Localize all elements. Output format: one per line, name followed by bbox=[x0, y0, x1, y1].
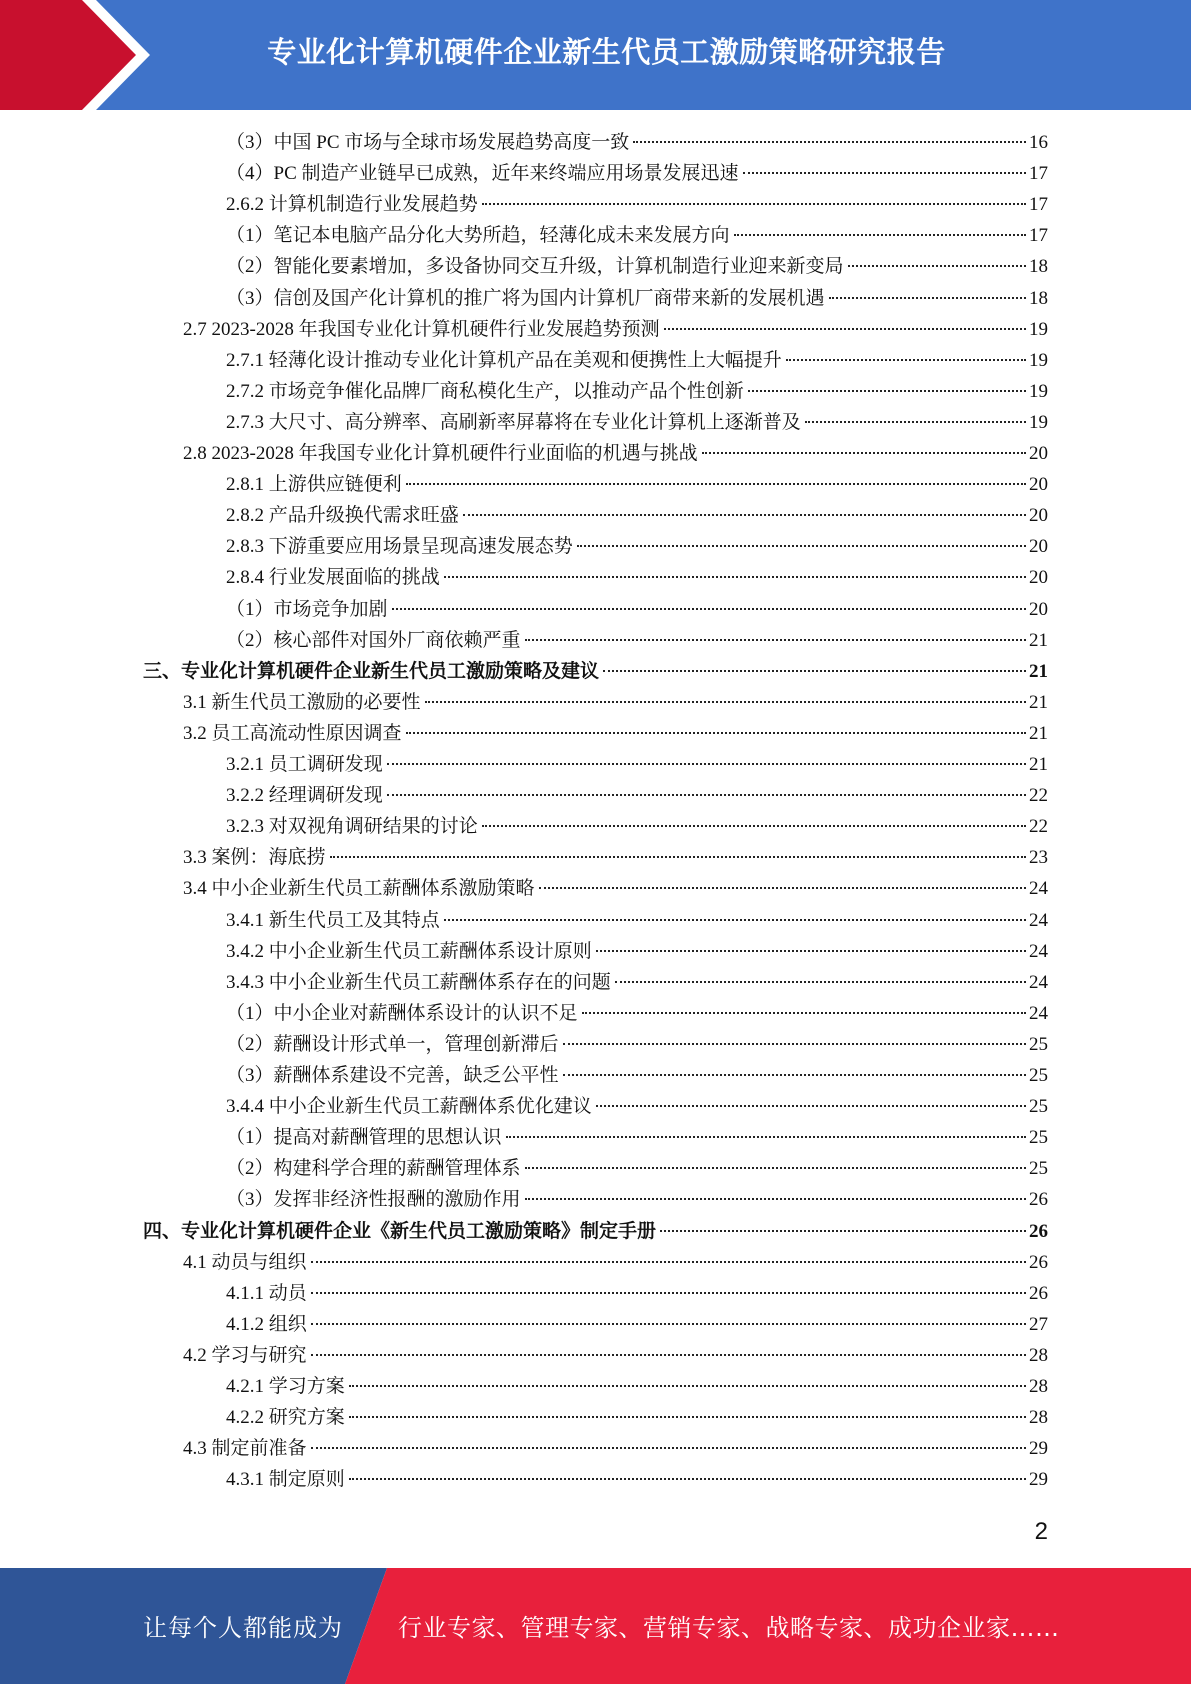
toc-entry-page: 26 bbox=[1029, 1220, 1048, 1242]
toc-entry[interactable] bbox=[226, 376, 1048, 407]
dot-leader bbox=[482, 203, 1026, 205]
toc-entry[interactable] bbox=[143, 1216, 1048, 1247]
toc-entry-title: 3.4.4 中小企业新生代员工薪酬体系优化建议 bbox=[226, 1096, 592, 1118]
dot-leader bbox=[406, 483, 1026, 485]
toc-entry-page: 25 bbox=[1029, 1033, 1048, 1055]
toc-entry-title: （2）智能化要素增加，多设备协同交互升级，计算机制造行业迎来新变局 bbox=[226, 256, 844, 278]
toc-entry-title: 3.2.3 对双视角调研结果的讨论 bbox=[226, 816, 478, 838]
dot-leader bbox=[387, 794, 1026, 796]
toc-entry[interactable] bbox=[226, 594, 1048, 625]
toc-entry-title: 2.7.2 市场竞争催化品牌厂商私模化生产，以推动产品个性创新 bbox=[226, 380, 744, 402]
toc-entry-title: 4.3.1 制定原则 bbox=[226, 1469, 345, 1491]
toc-entry[interactable] bbox=[226, 127, 1048, 158]
toc-entry-page: 17 bbox=[1029, 194, 1048, 216]
toc-entry[interactable] bbox=[183, 438, 1048, 469]
dot-leader bbox=[734, 234, 1026, 236]
dot-leader bbox=[392, 608, 1026, 610]
toc-entry[interactable] bbox=[226, 220, 1048, 251]
toc-entry-page: 26 bbox=[1029, 1189, 1048, 1211]
toc-entry-page: 21 bbox=[1029, 754, 1048, 775]
footer-slogan-left: 让每个人都能成为 bbox=[143, 1614, 343, 1642]
toc-entry-page: 22 bbox=[1029, 816, 1048, 838]
toc-entry-title: （4）PC 制造产业链早已成熟，近年来终端应用场景发展迅速 bbox=[226, 163, 739, 185]
toc-entry-title: 4.2.1 学习方案 bbox=[226, 1376, 345, 1397]
toc-entry[interactable] bbox=[143, 656, 1048, 687]
toc-entry-page: 21 bbox=[1029, 629, 1048, 651]
toc-entry-page: 24 bbox=[1029, 878, 1048, 900]
toc-entry-title: （3）信创及国产化计算机的推广将为国内计算机厂商带来新的发展机遇 bbox=[226, 287, 825, 309]
dot-leader bbox=[444, 919, 1026, 921]
dot-leader bbox=[596, 950, 1026, 952]
toc-entry[interactable] bbox=[226, 407, 1048, 438]
toc-entry[interactable] bbox=[226, 1309, 1048, 1340]
dot-leader bbox=[349, 1416, 1026, 1418]
dot-leader bbox=[805, 421, 1026, 423]
toc-entry-page: 29 bbox=[1029, 1438, 1048, 1460]
toc-entry[interactable] bbox=[226, 345, 1048, 376]
toc-entry-title: 3.2.2 经理调研发现 bbox=[226, 785, 383, 807]
toc-entry-page: 18 bbox=[1029, 256, 1048, 278]
page-number: 2 bbox=[1034, 1518, 1048, 1545]
dot-leader bbox=[577, 545, 1026, 547]
toc-entry[interactable] bbox=[226, 780, 1048, 811]
toc-entry[interactable] bbox=[183, 718, 1048, 749]
toc-entry-title: 3.4.2 中小企业新生代员工薪酬体系设计原则 bbox=[226, 940, 592, 962]
toc-entry[interactable] bbox=[183, 314, 1048, 345]
toc-entry-page: 28 bbox=[1029, 1407, 1048, 1429]
toc-entry-title: （2）薪酬设计形式单一，管理创新滞后 bbox=[226, 1033, 559, 1055]
toc-entry[interactable] bbox=[226, 189, 1048, 220]
toc-entry-title: 4.3 制定前准备 bbox=[183, 1438, 307, 1460]
dot-leader bbox=[829, 297, 1026, 299]
toc-entry[interactable] bbox=[226, 1402, 1048, 1433]
toc-entry-page: 20 bbox=[1029, 536, 1048, 558]
dot-leader bbox=[848, 265, 1026, 267]
toc-entry-title: 三、专业化计算机硬件企业新生代员工激励策略及建议 bbox=[143, 660, 600, 682]
toc-entry[interactable] bbox=[226, 500, 1048, 531]
footer-banner bbox=[0, 1568, 1191, 1684]
toc-entry[interactable] bbox=[183, 1433, 1048, 1464]
toc-entry-title: 2.7 2023-2028 年我国专业化计算机硬件行业发展趋势预测 bbox=[183, 318, 660, 340]
toc-entry-title: 2.8.1 上游供应链便利 bbox=[226, 474, 402, 496]
dot-leader bbox=[664, 328, 1026, 330]
toc-entry-title: 4.1.1 动员 bbox=[226, 1282, 307, 1304]
toc-entry[interactable] bbox=[226, 1153, 1048, 1184]
toc-entry-page: 26 bbox=[1029, 1251, 1048, 1273]
header-banner bbox=[0, 0, 1191, 110]
toc-entry[interactable] bbox=[183, 873, 1048, 904]
toc-entry-title: 4.2.2 研究方案 bbox=[226, 1407, 345, 1429]
toc-entry-page: 25 bbox=[1029, 1065, 1048, 1086]
toc-entry[interactable] bbox=[226, 905, 1048, 936]
toc-entry-page: 19 bbox=[1029, 318, 1048, 340]
toc-entry-title: 2.7.1 轻薄化设计推动专业化计算机产品在美观和便携性上大幅提升 bbox=[226, 349, 782, 371]
toc-entry[interactable] bbox=[226, 749, 1048, 780]
footer-slogan-right: 行业专家、管理专家、营销专家、战略专家、成功企业家…… bbox=[398, 1614, 1060, 1642]
toc-entry-title: 3.2.1 员工调研发现 bbox=[226, 754, 383, 775]
toc-entry[interactable] bbox=[226, 1060, 1048, 1091]
toc-entry-title: （3）发挥非经济性报酬的激励作用 bbox=[226, 1189, 521, 1211]
toc-entry[interactable] bbox=[226, 1371, 1048, 1402]
toc-entry-page: 24 bbox=[1029, 909, 1048, 931]
toc-entry-page: 18 bbox=[1029, 287, 1048, 309]
toc-entry-title: （2）构建科学合理的薪酬管理体系 bbox=[226, 1158, 521, 1180]
dot-leader bbox=[506, 1136, 1026, 1138]
report-title: 专业化计算机硬件企业新生代员工激励策略研究报告 bbox=[267, 35, 946, 69]
toc-entry-page: 26 bbox=[1029, 1282, 1048, 1304]
toc-entry-page: 19 bbox=[1029, 380, 1048, 402]
toc-entry-title: 2.8.3 下游重要应用场景呈现高速发展态势 bbox=[226, 536, 573, 558]
toc-entry-title: 4.1.2 组织 bbox=[226, 1313, 307, 1335]
toc-entry-page: 24 bbox=[1029, 1002, 1048, 1024]
dot-leader bbox=[482, 825, 1026, 827]
toc-entry[interactable] bbox=[226, 1464, 1048, 1495]
toc-entry-page: 21 bbox=[1029, 691, 1048, 713]
dot-leader bbox=[743, 172, 1027, 174]
dot-leader bbox=[615, 981, 1026, 983]
toc-entry-title: 四、专业化计算机硬件企业《新生代员工激励策略》制定手册 bbox=[143, 1220, 657, 1242]
toc-entry-page: 29 bbox=[1029, 1469, 1048, 1491]
toc-entry-page: 20 bbox=[1029, 443, 1048, 464]
toc-entry-title: （2）核心部件对国外厂商依赖严重 bbox=[226, 629, 521, 651]
dot-leader bbox=[311, 1292, 1026, 1294]
toc-entry-page: 24 bbox=[1029, 940, 1048, 962]
dot-leader bbox=[582, 1012, 1026, 1014]
dot-leader bbox=[330, 856, 1026, 858]
dot-leader bbox=[603, 670, 1026, 672]
dot-leader bbox=[596, 1105, 1026, 1107]
dot-leader bbox=[563, 1074, 1026, 1076]
toc-entry[interactable] bbox=[226, 936, 1048, 967]
dot-leader bbox=[525, 639, 1026, 641]
toc-entry-title: （1）中小企业对薪酬体系设计的认识不足 bbox=[226, 1002, 578, 1024]
toc-entry-title: 4.1 动员与组织 bbox=[183, 1251, 307, 1273]
toc-entry[interactable] bbox=[226, 1122, 1048, 1153]
toc-entry-page: 23 bbox=[1029, 847, 1048, 869]
toc-entry[interactable] bbox=[226, 1184, 1048, 1215]
toc-entry-title: 3.1 新生代员工激励的必要性 bbox=[183, 691, 421, 713]
dot-leader bbox=[525, 1198, 1026, 1200]
dot-leader bbox=[702, 452, 1026, 454]
dot-leader bbox=[311, 1323, 1026, 1325]
dot-leader bbox=[406, 732, 1026, 734]
toc-entry[interactable] bbox=[226, 967, 1048, 998]
dot-leader bbox=[311, 1261, 1026, 1263]
dot-leader bbox=[563, 1043, 1026, 1045]
toc-entry[interactable] bbox=[183, 842, 1048, 873]
dot-leader bbox=[748, 390, 1026, 392]
dot-leader bbox=[525, 1167, 1026, 1169]
toc-entry-title: 2.7.3 大尺寸、高分辨率、高刷新率屏幕将在专业化计算机上逐渐普及 bbox=[226, 411, 801, 433]
dot-leader bbox=[444, 576, 1026, 578]
toc-entry-page: 28 bbox=[1029, 1344, 1048, 1366]
toc-entry-page: 19 bbox=[1029, 349, 1048, 371]
toc-entry[interactable] bbox=[183, 1340, 1048, 1371]
toc-entry-page: 20 bbox=[1029, 598, 1048, 620]
toc-entry-page: 17 bbox=[1029, 163, 1048, 185]
toc-entry[interactable] bbox=[226, 811, 1048, 842]
toc-entry-page: 16 bbox=[1029, 132, 1048, 153]
toc-entry-title: 2.8.2 产品升级换代需求旺盛 bbox=[226, 505, 459, 527]
toc-entry-title: 2.6.2 计算机制造行业发展趋势 bbox=[226, 194, 478, 216]
toc-entry-page: 21 bbox=[1029, 722, 1048, 744]
toc-entry-page: 19 bbox=[1029, 411, 1048, 433]
toc-entry-page: 25 bbox=[1029, 1127, 1048, 1149]
toc-entry-page: 27 bbox=[1029, 1313, 1048, 1335]
toc-entry-title: （3）中国 PC 市场与全球市场发展趋势高度一致 bbox=[226, 132, 630, 153]
toc-entry-title: 2.8 2023-2028 年我国专业化计算机硬件行业面临的机遇与挑战 bbox=[183, 443, 698, 464]
toc-entry-title: （3）薪酬体系建设不完善，缺乏公平性 bbox=[226, 1065, 559, 1086]
toc-entry[interactable] bbox=[226, 562, 1048, 593]
toc-entry[interactable] bbox=[226, 158, 1048, 189]
toc-entry[interactable] bbox=[226, 283, 1048, 314]
toc-entry-page: 24 bbox=[1029, 971, 1048, 993]
toc-entry-title: 4.2 学习与研究 bbox=[183, 1344, 307, 1366]
toc-entry-title: （1）笔记本电脑产品分化大势所趋，轻薄化成未来发展方向 bbox=[226, 225, 730, 247]
dot-leader bbox=[539, 887, 1026, 889]
dot-leader bbox=[311, 1354, 1026, 1356]
toc-entry-page: 17 bbox=[1029, 225, 1048, 247]
dot-leader bbox=[660, 1230, 1026, 1232]
toc-entry-title: 3.2 员工高流动性原因调查 bbox=[183, 722, 402, 744]
dot-leader bbox=[349, 1478, 1026, 1480]
toc-entry-page: 21 bbox=[1029, 660, 1048, 682]
toc-entry[interactable] bbox=[226, 998, 1048, 1029]
dot-leader bbox=[311, 1447, 1026, 1449]
toc-entry-page: 20 bbox=[1029, 567, 1048, 589]
toc-entry[interactable] bbox=[226, 251, 1048, 282]
toc-entry[interactable] bbox=[226, 1029, 1048, 1060]
dot-leader bbox=[786, 359, 1026, 361]
toc-entry-page: 22 bbox=[1029, 785, 1048, 807]
toc-entry[interactable] bbox=[226, 469, 1048, 500]
toc-entry[interactable] bbox=[226, 1091, 1048, 1122]
toc-entry-title: 2.8.4 行业发展面临的挑战 bbox=[226, 567, 440, 589]
dot-leader bbox=[633, 141, 1026, 143]
dot-leader bbox=[349, 1385, 1026, 1387]
toc-entry-page: 20 bbox=[1029, 505, 1048, 527]
toc-entry[interactable] bbox=[226, 625, 1048, 656]
toc-entry[interactable] bbox=[226, 1278, 1048, 1309]
dot-leader bbox=[463, 514, 1026, 516]
toc-entry-page: 25 bbox=[1029, 1096, 1048, 1118]
toc-entry[interactable] bbox=[226, 531, 1048, 562]
toc-entry-page: 28 bbox=[1029, 1376, 1048, 1397]
toc-entry-title: 3.3 案例：海底捞 bbox=[183, 847, 326, 869]
toc-entry-title: 3.4.1 新生代员工及其特点 bbox=[226, 909, 440, 931]
dot-leader bbox=[425, 701, 1026, 703]
toc-entry-title: 3.4.3 中小企业新生代员工薪酬体系存在的问题 bbox=[226, 971, 611, 993]
toc-entry[interactable] bbox=[183, 1247, 1048, 1278]
toc-entry-page: 20 bbox=[1029, 474, 1048, 496]
toc-entry-title: （1）市场竞争加剧 bbox=[226, 598, 388, 620]
toc-entry-title: 3.4 中小企业新生代员工薪酬体系激励策略 bbox=[183, 878, 535, 900]
toc-entry-page: 25 bbox=[1029, 1158, 1048, 1180]
toc-entry[interactable] bbox=[183, 687, 1048, 718]
toc-entry-title: （1）提高对薪酬管理的思想认识 bbox=[226, 1127, 502, 1149]
dot-leader bbox=[387, 763, 1026, 765]
